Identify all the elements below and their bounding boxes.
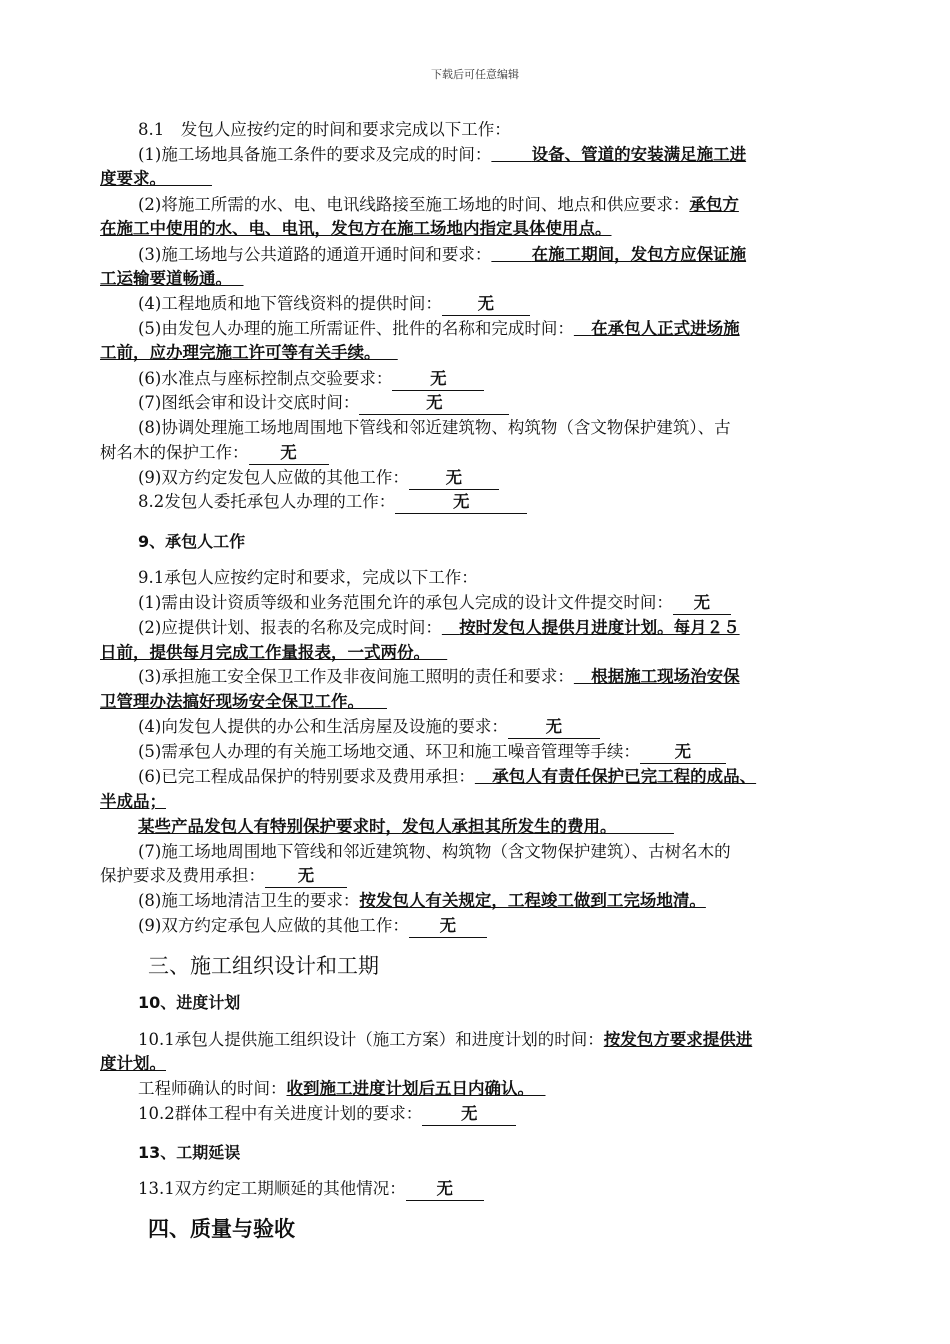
s8-item-8-cont: 树名木的保护工作： 无 <box>100 441 850 465</box>
s8-item-1: (1)施工场地具备施工条件的要求及完成的时间： 设备、管道的安装满足施工进 <box>138 145 747 164</box>
s9-heading: 9、承包人工作 <box>138 532 246 551</box>
s10-1: 10.1承包人提供施工组织设计（施工方案）和进度计划的时间：按发包方要求提供进 <box>138 1030 753 1049</box>
s10-1-cont: 度计划。 <box>100 1054 166 1073</box>
s9-item-9: (9)双方约定承包人应做的其他工作： 无 <box>138 914 888 938</box>
s9-item-7: (7)施工场地周围地下管线和邻近建筑物、构筑物（含文物保护建筑）、古树名木的 <box>138 842 731 861</box>
s13-1: 13.1双方约定工期顺延的其他情况： 无 <box>138 1177 888 1201</box>
part-4-heading: 四、质量与验收 <box>148 1217 295 1241</box>
s9-item-3: (3)承担施工安全保卫工作及非夜间施工照明的责任和要求： 根据施工现场治安保 <box>138 667 740 686</box>
s9-item-2-cont: 日前，提供每月完成工作量报表，一式两份。 <box>100 643 430 662</box>
s8-item-5-cont: 工前，应办理完施工许可等有关手续。 <box>100 343 381 362</box>
s9-item-6: (6)已完工程成品保护的特别要求及费用承担： 承包人有责任保护已完工程的成品、 <box>138 767 757 786</box>
s10-1-confirm: 工程师确认的时间：收到施工进度计划后五日内确认。 <box>138 1079 534 1098</box>
s13-heading: 13、工期延误 <box>138 1143 241 1162</box>
s8-item-6: (6)水准点与座标控制点交验要求： 无 <box>138 367 888 391</box>
page-header-note: 下载后可任意编辑 <box>431 68 519 81</box>
s9-intro: 9.1承包人应按约定时和要求，完成以下工作： <box>138 568 478 587</box>
s9-item-6-cont: 半成品； <box>100 792 166 811</box>
s10-heading: 10、进度计划 <box>138 993 241 1012</box>
s8-item-9: (9)双方约定发包人应做的其他工作： 无 <box>138 466 888 490</box>
part-3-heading: 三、施工组织设计和工期 <box>148 954 379 978</box>
s8-item-2: (2)将施工所需的水、电、电讯线路接至施工场地的时间、地点和供应要求：承包方 <box>138 195 739 214</box>
s8-item-2-cont: 在施工中使用的水、电、电讯，发包方在施工场地内指定具体使用点。 <box>100 219 612 238</box>
s10-2: 10.2群体工程中有关进度计划的要求： 无 <box>138 1102 888 1126</box>
s8-item-5: (5)由发包人办理的施工所需证件、批件的名称和完成时间： 在承包人正式进场施 <box>138 319 740 338</box>
s9-item-2: (2)应提供计划、报表的名称及完成时间： 按时发包人提供月进度计划。每月２５ <box>138 618 740 637</box>
s8-2: 8.2发包人委托承包人办理的工作： 无 <box>138 490 888 514</box>
s8-item-4: (4)工程地质和地下管线资料的提供时间： 无 <box>138 292 888 316</box>
s8-item-3-cont: 工运输要道畅通。 <box>100 269 232 288</box>
s8-item-3: (3)施工场地与公共道路的通道开通时间和要求： 在施工期间，发包方应保证施 <box>138 245 747 264</box>
s8-item-1-cont: 度要求。 <box>100 169 166 188</box>
s9-item-8: (8)施工场地清洁卫生的要求：按发包人有关规定，工程竣工做到工完场地清。 <box>138 891 706 910</box>
s9-item-7-cont: 保护要求及费用承担： 无 <box>100 864 850 888</box>
s8-item-8: (8)协调处理施工场地周围地下管线和邻近建筑物、构筑物（含文物保护建筑）、古 <box>138 418 731 437</box>
s8-item-7: (7)图纸会审和设计交底时间： 无 <box>138 391 888 415</box>
s9-item-6-cont2: 某些产品发包人有特别保护要求时，发包人承担其所发生的费用。 <box>138 817 617 836</box>
s9-item-1: (1)需由设计资质等级和业务范围允许的承包人完成的设计文件提交时间： 无 <box>138 591 888 615</box>
s9-item-4: (4)向发包人提供的办公和生活房屋及设施的要求： 无 <box>138 715 888 739</box>
s9-item-3-cont: 卫管理办法搞好现场安全保卫工作。 <box>100 692 364 711</box>
s9-item-5: (5)需承包人办理的有关施工场地交通、环卫和施工噪音管理等手续： 无 <box>138 740 888 764</box>
s8-intro: 8.1 发包人应按约定的时间和要求完成以下工作： <box>138 120 511 139</box>
